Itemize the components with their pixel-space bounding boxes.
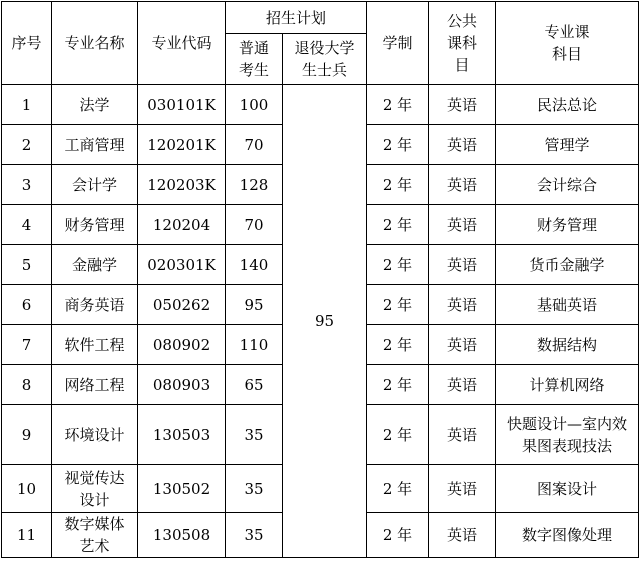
row-public-subject: 英语: [429, 205, 496, 245]
veteran-quota-total: 95: [283, 85, 367, 558]
header-duration: 学制: [367, 2, 429, 85]
header-major-subject: 专业课科目: [496, 2, 639, 85]
row-index: 3: [2, 165, 52, 205]
row-major-subject: 民法总论: [496, 85, 639, 125]
row-regular-quota: 140: [226, 245, 283, 285]
row-duration: 2 年: [367, 365, 429, 405]
row-major-subject: 管理学: [496, 125, 639, 165]
row-regular-quota: 95: [226, 285, 283, 325]
row-major-code: 050262: [138, 285, 226, 325]
row-public-subject: 英语: [429, 465, 496, 513]
row-duration: 2 年: [367, 325, 429, 365]
row-major-code: 080903: [138, 365, 226, 405]
row-major-name: 工商管理: [52, 125, 138, 165]
row-major-name: 金融学: [52, 245, 138, 285]
row-major-code: 020301K: [138, 245, 226, 285]
row-duration: 2 年: [367, 85, 429, 125]
row-major-code: 030101K: [138, 85, 226, 125]
row-major-subject: 数字图像处理: [496, 513, 639, 558]
admissions-plan-table: [1, 1, 639, 558]
row-public-subject: 英语: [429, 513, 496, 558]
row-major-name: 会计学: [52, 165, 138, 205]
row-regular-quota: 70: [226, 125, 283, 165]
row-major-subject: 快题设计—室内效果图表现技法: [496, 405, 639, 465]
row-major-subject: 图案设计: [496, 465, 639, 513]
row-duration: 2 年: [367, 465, 429, 513]
row-regular-quota: 110: [226, 325, 283, 365]
header-plan-veteran: 退役大学生士兵: [283, 34, 367, 85]
row-major-code: 120204: [138, 205, 226, 245]
row-major-code: 120203K: [138, 165, 226, 205]
row-index: 5: [2, 245, 52, 285]
header-plan-regular: 普通考生: [226, 34, 283, 85]
row-duration: 2 年: [367, 205, 429, 245]
row-index: 9: [2, 405, 52, 465]
row-major-subject: 数据结构: [496, 325, 639, 365]
row-public-subject: 英语: [429, 405, 496, 465]
row-index: 6: [2, 285, 52, 325]
row-public-subject: 英语: [429, 85, 496, 125]
row-index: 11: [2, 513, 52, 558]
row-major-code: 120201K: [138, 125, 226, 165]
row-regular-quota: 35: [226, 513, 283, 558]
row-major-name: 法学: [52, 85, 138, 125]
row-duration: 2 年: [367, 165, 429, 205]
row-major-name: 环境设计: [52, 405, 138, 465]
row-regular-quota: 35: [226, 405, 283, 465]
row-major-code: 080902: [138, 325, 226, 365]
row-index: 7: [2, 325, 52, 365]
row-major-subject: 货币金融学: [496, 245, 639, 285]
row-major-name: 财务管理: [52, 205, 138, 245]
row-major-name: 软件工程: [52, 325, 138, 365]
row-major-subject: 会计综合: [496, 165, 639, 205]
table-row: [2, 85, 639, 125]
row-regular-quota: 100: [226, 85, 283, 125]
row-public-subject: 英语: [429, 165, 496, 205]
row-public-subject: 英语: [429, 325, 496, 365]
row-duration: 2 年: [367, 513, 429, 558]
row-major-subject: 财务管理: [496, 205, 639, 245]
row-duration: 2 年: [367, 285, 429, 325]
header-index: 序号: [2, 2, 52, 85]
row-duration: 2 年: [367, 125, 429, 165]
row-index: 10: [2, 465, 52, 513]
row-index: 4: [2, 205, 52, 245]
row-regular-quota: 35: [226, 465, 283, 513]
row-regular-quota: 128: [226, 165, 283, 205]
row-public-subject: 英语: [429, 285, 496, 325]
row-regular-quota: 65: [226, 365, 283, 405]
row-major-code: 130508: [138, 513, 226, 558]
header-plan: 招生计划: [226, 2, 367, 34]
header-major-code: 专业代码: [138, 2, 226, 85]
row-major-code: 130502: [138, 465, 226, 513]
row-major-name: 商务英语: [52, 285, 138, 325]
row-major-subject: 计算机网络: [496, 365, 639, 405]
row-regular-quota: 70: [226, 205, 283, 245]
row-major-name: 网络工程: [52, 365, 138, 405]
row-index: 1: [2, 85, 52, 125]
row-public-subject: 英语: [429, 245, 496, 285]
header-major-name: 专业名称: [52, 2, 138, 85]
row-index: 8: [2, 365, 52, 405]
header-row-top: [2, 2, 639, 34]
row-major-code: 130503: [138, 405, 226, 465]
row-major-name: 视觉传达设计: [52, 465, 138, 513]
row-major-subject: 基础英语: [496, 285, 639, 325]
row-major-name: 数字媒体艺术: [52, 513, 138, 558]
row-duration: 2 年: [367, 405, 429, 465]
row-public-subject: 英语: [429, 125, 496, 165]
row-index: 2: [2, 125, 52, 165]
row-public-subject: 英语: [429, 365, 496, 405]
header-public-subject: 公共课科目: [429, 2, 496, 85]
row-duration: 2 年: [367, 245, 429, 285]
